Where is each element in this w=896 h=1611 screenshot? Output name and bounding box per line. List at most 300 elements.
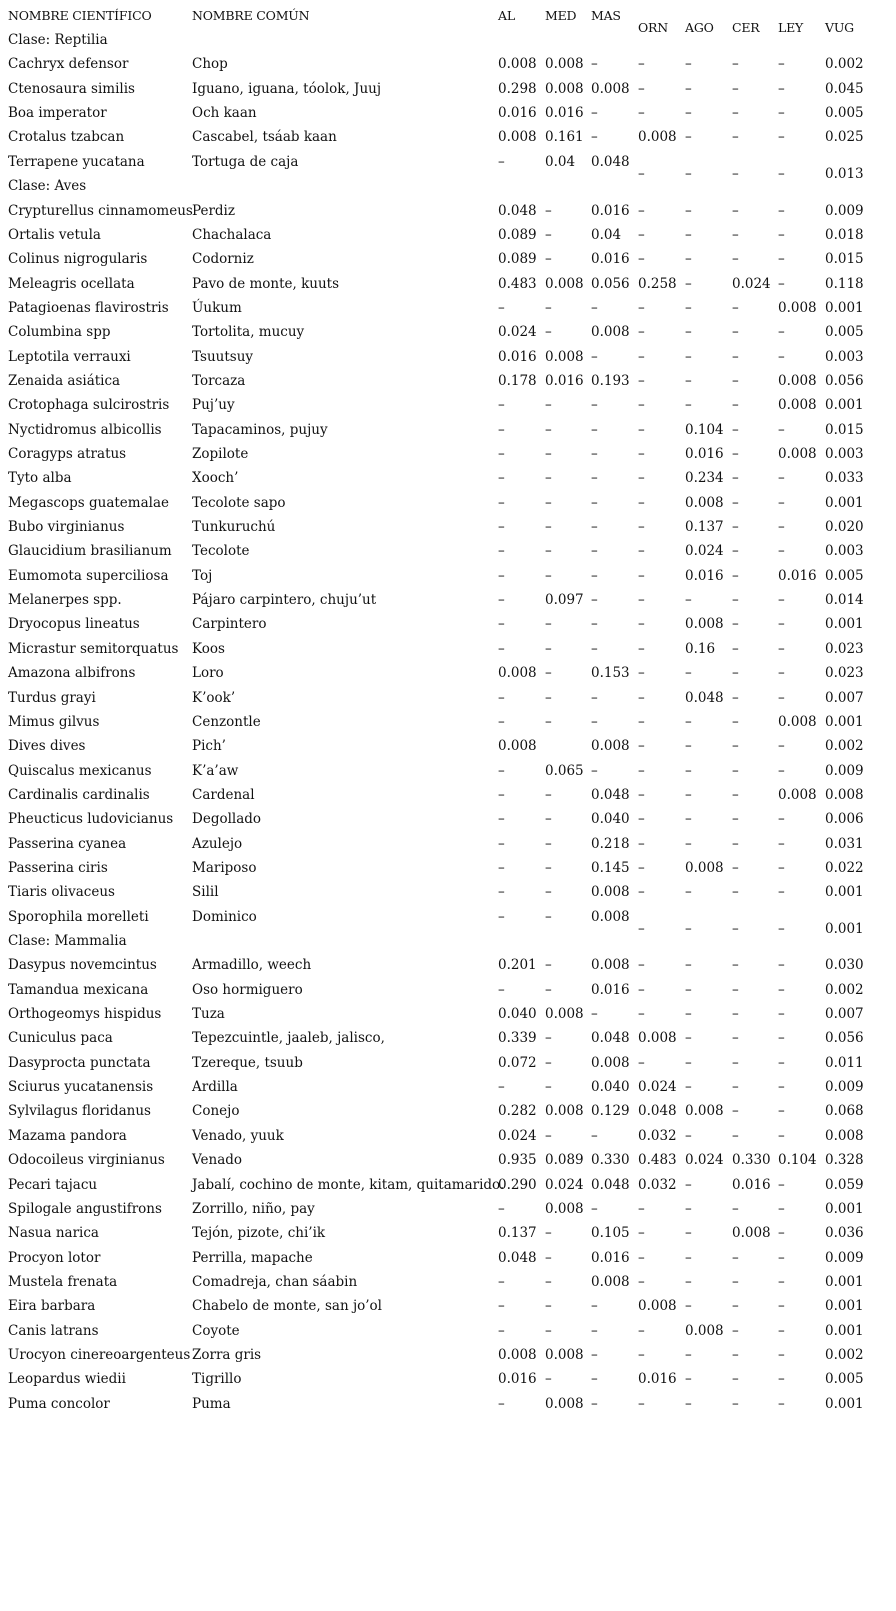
med-value-cell: – [545,567,552,584]
common-name-cell: Silil [192,884,219,901]
orn-value-cell: 0.048 [638,1103,677,1120]
al-value-cell: – [498,640,505,657]
ley-value-cell: – [778,640,785,657]
table-row [0,836,896,860]
common-name-cell: Iguano, iguana, tóolok, Juuj [192,80,382,97]
ago-value-cell: – [685,275,692,292]
scientific-name-cell: Boa imperator [8,105,107,122]
cer-value-cell: – [732,105,739,122]
al-value-cell: – [498,713,505,730]
mas-value-cell: 0.016 [591,981,630,998]
ley-value-cell: – [778,202,785,219]
mas-value-cell: – [591,494,598,511]
med-value-cell: 0.089 [545,1152,584,1169]
orn-value-cell: – [638,446,645,462]
common-name-cell: Pavo de monte, kuuts [192,275,340,292]
ley-value-cell: 0.104 [778,1152,817,1169]
orn-value-cell: – [638,957,645,974]
table-row [0,592,896,616]
scientific-name-cell: Crypturellus cinnamomeus [8,202,193,219]
table-row [0,908,896,937]
ley-value-cell: – [778,1298,785,1315]
mas-value-cell: 0.008 [591,80,630,97]
ley-value-cell: – [778,1273,785,1290]
med-value-cell: – [545,1079,552,1095]
scientific-name-cell: Cuniculus paca [8,1030,113,1047]
vug-value-cell: 0.005 [825,1371,864,1388]
ley-value-cell: – [778,470,785,487]
vug-value-cell: 0.002 [825,981,864,998]
cer-value-cell: – [732,920,739,937]
vug-value-cell: 0.015 [825,251,864,268]
header-ago: AGO [685,20,714,35]
med-value-cell: – [545,1054,552,1071]
med-value-cell: 0.008 [545,1006,584,1022]
ago-value-cell: – [685,226,692,243]
ley-value-cell: – [778,348,785,365]
ley-value-cell: – [778,226,785,243]
scientific-name-cell: Mimus gilvus [8,713,100,730]
al-value-cell: 0.016 [498,1371,537,1388]
mas-value-cell: – [591,616,598,633]
scientific-name-cell: Leptotila verrauxi [8,348,131,365]
mas-value-cell: 0.218 [591,835,630,852]
med-value-cell: – [545,616,552,633]
common-name-cell: Chop [192,56,228,73]
vug-value-cell: 0.001 [825,494,864,511]
mas-value-cell: – [591,1200,598,1217]
al-value-cell: 0.935 [498,1152,537,1169]
common-name-cell: Perrilla, mapache [192,1249,313,1266]
al-value-cell: – [498,908,505,925]
vug-value-cell: 0.003 [825,348,864,365]
orn-value-cell: – [638,56,645,73]
common-name-cell: Tsuutsuy [192,348,254,365]
scientific-name-cell: Terrapene yucatana [8,153,145,170]
cer-value-cell: – [732,519,739,535]
cer-value-cell: – [732,1346,739,1363]
cer-value-cell: – [732,1127,739,1144]
al-value-cell: – [498,1079,505,1095]
orn-value-cell: – [638,859,645,876]
mas-value-cell: – [591,299,598,316]
ago-value-cell: – [685,1200,692,1217]
mas-value-cell: – [591,762,598,779]
table-row [0,1347,896,1371]
scientific-name-cell: Spilogale angustifrons [8,1200,162,1217]
al-value-cell: – [498,689,505,706]
common-name-cell: Coyote [192,1322,240,1339]
al-value-cell: 0.201 [498,957,537,974]
scientific-name-cell: Coragyps atratus [8,446,127,462]
vug-value-cell: 0.014 [825,592,864,609]
med-value-cell: 0.016 [545,105,584,122]
orn-value-cell: – [638,519,645,535]
ley-value-cell: 0.008 [778,713,817,730]
vug-value-cell: 0.001 [825,1298,864,1315]
common-name-cell: Toj [192,567,213,584]
vug-value-cell: 0.007 [825,689,864,706]
cer-value-cell: – [732,1079,739,1095]
mas-value-cell: – [591,446,598,462]
common-name-cell: Tecolote [192,543,250,560]
med-value-cell: – [545,1030,552,1047]
al-value-cell: – [498,1395,505,1412]
table-row [0,1030,896,1054]
cer-value-cell: – [732,762,739,779]
al-value-cell: 0.298 [498,80,537,97]
ago-value-cell: – [685,835,692,852]
scientific-name-cell: Pecari tajacu [8,1176,98,1193]
scientific-name-cell: Columbina spp [8,324,111,341]
ley-value-cell: 0.008 [778,372,817,389]
med-value-cell: – [545,543,552,560]
mas-value-cell: – [591,348,598,365]
scientific-name-cell: Cardinalis cardinalis [8,786,150,803]
scientific-name-cell: Melanerpes spp. [8,592,122,609]
ley-value-cell: – [778,811,785,828]
al-value-cell: – [498,299,505,316]
scientific-name-cell: Dives dives [8,738,86,755]
al-value-cell: 0.089 [498,251,537,268]
ley-value-cell: – [778,1127,785,1144]
med-value-cell: – [545,835,552,852]
ley-value-cell: – [778,129,785,146]
cer-value-cell: – [732,543,739,560]
table-row [0,665,896,689]
ago-value-cell: – [685,957,692,974]
cer-value-cell: – [732,738,739,755]
scientific-name-cell: Dasypus novemcintus [8,957,157,974]
ago-value-cell: 0.016 [685,567,724,584]
scientific-name-cell: Canis latrans [8,1322,99,1339]
med-value-cell: – [545,299,552,316]
table-row [0,543,896,567]
scientific-name-cell: Mustela frenata [8,1273,118,1290]
ago-value-cell: – [685,713,692,730]
cer-value-cell: – [732,592,739,609]
table-row [0,251,896,275]
med-value-cell: 0.008 [545,348,584,365]
al-value-cell: 0.008 [498,665,537,682]
med-value-cell: – [545,470,552,487]
mas-value-cell: 0.330 [591,1152,630,1169]
mas-value-cell: – [591,1346,598,1363]
ago-value-cell: – [685,105,692,122]
cer-value-cell: – [732,421,739,438]
cer-value-cell: – [732,567,739,584]
mas-value-cell: – [591,543,598,560]
cer-value-cell: – [732,1298,739,1315]
ley-value-cell: – [778,592,785,609]
ago-value-cell: – [685,372,692,389]
ago-value-cell: – [685,1079,692,1095]
al-value-cell: – [498,981,505,998]
common-name-cell: Codorniz [192,251,254,268]
table-row [0,641,896,665]
mas-value-cell: 0.016 [591,251,630,268]
med-value-cell: – [545,981,552,998]
ago-value-cell: – [685,981,692,998]
ago-value-cell: – [685,762,692,779]
table-row [0,1128,896,1152]
orn-value-cell: – [638,1322,645,1339]
cer-value-cell: – [732,299,739,316]
ley-value-cell: – [778,165,785,182]
al-value-cell: – [498,543,505,560]
orn-value-cell: – [638,470,645,487]
common-name-cell: Tepezcuintle, jaaleb, jalisco, [192,1030,385,1047]
ley-value-cell: – [778,56,785,73]
cer-value-cell: – [732,1273,739,1290]
vug-value-cell: 0.033 [825,470,864,487]
scientific-name-cell: Ctenosaura similis [8,80,135,97]
cer-value-cell: – [732,616,739,633]
med-value-cell: 0.008 [545,275,584,292]
med-value-cell: – [545,397,552,414]
table-row [0,153,896,182]
vug-value-cell: 0.006 [825,811,864,828]
table-row [0,422,896,446]
table-row [0,616,896,640]
al-value-cell: 0.282 [498,1103,537,1120]
med-value-cell: 0.04 [545,153,576,170]
ago-value-cell: – [685,1127,692,1144]
med-value-cell: – [545,421,552,438]
scientific-name-cell: Dasyprocta punctata [8,1054,151,1071]
vug-value-cell: 0.068 [825,1103,864,1120]
vug-value-cell: 0.008 [825,786,864,803]
mas-value-cell: – [591,567,598,584]
ley-value-cell: 0.008 [778,299,817,316]
table-row [0,1323,896,1347]
mas-value-cell: 0.008 [591,957,630,974]
mas-value-cell: – [591,397,598,414]
vug-value-cell: 0.002 [825,1346,864,1363]
al-value-cell: – [498,567,505,584]
ley-value-cell: – [778,519,785,535]
table-row [0,300,896,324]
orn-value-cell: – [638,884,645,901]
med-value-cell: 0.008 [545,80,584,97]
orn-value-cell: – [638,665,645,682]
mas-value-cell: 0.008 [591,1273,630,1290]
header-med: MED [545,8,577,23]
table-row [0,1079,896,1103]
orn-value-cell: 0.008 [638,1298,677,1315]
common-name-cell: Mariposo [192,859,257,876]
med-value-cell: 0.008 [545,1200,584,1217]
header-vug: VUG [825,20,854,35]
al-value-cell: – [498,1298,505,1315]
orn-value-cell: – [638,1225,645,1242]
cer-value-cell: – [732,689,739,706]
ley-value-cell: – [778,1371,785,1388]
common-name-cell: Conejo [192,1103,240,1120]
ley-value-cell: – [778,1395,785,1412]
ago-value-cell: 0.234 [685,470,724,487]
cer-value-cell: – [732,713,739,730]
orn-value-cell: 0.008 [638,129,677,146]
scientific-name-cell: Colinus nigrogularis [8,251,148,268]
med-value-cell: 0.161 [545,129,584,146]
header-scientific-name: NOMBRE CIENTÍFICO [8,8,152,23]
common-name-cell: Ardilla [192,1079,238,1095]
orn-value-cell: – [638,592,645,609]
header-mas: MAS [591,8,621,23]
al-value-cell: – [498,835,505,852]
class-heading-row [0,933,896,957]
vug-value-cell: 0.001 [825,1200,864,1217]
vug-value-cell: 0.023 [825,665,864,682]
vug-value-cell: 0.328 [825,1152,864,1169]
vug-value-cell: 0.001 [825,884,864,901]
ago-value-cell: 0.024 [685,1152,724,1169]
table-row [0,1298,896,1322]
al-value-cell: 0.048 [498,202,537,219]
med-value-cell: – [545,1249,552,1266]
orn-value-cell: – [638,1395,645,1412]
vug-value-cell: 0.009 [825,1079,864,1095]
common-name-cell: Tunkuruchú [192,519,276,535]
table-row [0,811,896,835]
ley-value-cell: – [778,543,785,560]
ago-value-cell: – [685,738,692,755]
scientific-name-cell: Orthogeomys hispidus [8,1006,162,1022]
vug-value-cell: 0.015 [825,421,864,438]
mas-value-cell: – [591,1127,598,1144]
cer-value-cell: – [732,165,739,182]
cer-value-cell: – [732,56,739,73]
ley-value-cell: – [778,1176,785,1193]
table-row [0,446,896,470]
table-row [0,690,896,714]
ago-value-cell: 0.137 [685,519,724,535]
med-value-cell: – [545,1225,552,1242]
al-value-cell: 0.483 [498,275,537,292]
med-value-cell: – [545,494,552,511]
orn-value-cell: – [638,80,645,97]
cer-value-cell: 0.008 [732,1225,771,1242]
common-name-cell: Tigrillo [192,1371,242,1388]
mas-value-cell: – [591,689,598,706]
table-row [0,1274,896,1298]
mas-value-cell: – [591,519,598,535]
mas-value-cell: 0.048 [591,1030,630,1047]
orn-value-cell: – [638,738,645,755]
table-header [0,8,896,35]
cer-value-cell: – [732,786,739,803]
orn-value-cell: – [638,1006,645,1022]
ley-value-cell: – [778,275,785,292]
orn-value-cell: – [638,1054,645,1071]
al-value-cell: 0.024 [498,324,537,341]
cer-value-cell: – [732,1249,739,1266]
ley-value-cell: – [778,1030,785,1047]
ago-value-cell: 0.048 [685,689,724,706]
orn-value-cell: – [638,202,645,219]
class-heading: Clase: Mammalia [8,933,127,949]
scientific-name-cell: Crotophaga sulcirostris [8,397,170,414]
mas-value-cell: 0.129 [591,1103,630,1120]
orn-value-cell: – [638,811,645,828]
orn-value-cell: 0.258 [638,275,677,292]
med-value-cell: – [545,884,552,901]
mas-value-cell: 0.008 [591,1054,630,1071]
class-heading-row [0,32,896,56]
orn-value-cell: – [638,421,645,438]
med-value-cell: 0.008 [545,56,584,73]
table-row [0,1396,896,1420]
orn-value-cell: – [638,835,645,852]
ley-value-cell: – [778,1103,785,1120]
al-value-cell: – [498,762,505,779]
mas-value-cell: 0.04 [591,226,622,243]
mas-value-cell: 0.008 [591,738,630,755]
cer-value-cell: – [732,835,739,852]
common-name-cell: Venado, yuuk [192,1127,284,1144]
common-name-cell: Úukum [192,299,242,316]
common-name-cell: K’a’aw [192,762,239,779]
ley-value-cell: – [778,884,785,901]
al-value-cell: 0.089 [498,226,537,243]
common-name-cell: Jabalí, cochino de monte, kitam, quitamarido. [192,1176,505,1193]
common-name-cell: Loro [192,665,224,682]
table-row [0,81,896,105]
mas-value-cell: 0.048 [591,153,630,170]
med-value-cell: – [545,640,552,657]
class-heading: Clase: Aves [8,178,87,195]
orn-value-cell: – [638,981,645,998]
med-value-cell: 0.016 [545,372,584,389]
scientific-name-cell: Patagioenas flavirostris [8,299,169,316]
med-value-cell: – [545,226,552,243]
med-value-cell: – [545,1371,552,1388]
header-ley: LEY [778,20,804,35]
ago-value-cell: 0.16 [685,640,716,657]
cer-value-cell: 0.016 [732,1176,771,1193]
ago-value-cell: – [685,786,692,803]
ley-value-cell: – [778,920,785,937]
vug-value-cell: 0.030 [825,957,864,974]
scientific-name-cell: Micrastur semitorquatus [8,640,179,657]
table-row [0,129,896,153]
cer-value-cell: – [732,1006,739,1022]
mas-value-cell: – [591,1371,598,1388]
mas-value-cell: – [591,470,598,487]
ley-value-cell: – [778,421,785,438]
mas-value-cell: 0.056 [591,275,630,292]
med-value-cell: – [545,957,552,974]
al-value-cell: 0.016 [498,348,537,365]
vug-value-cell: 0.036 [825,1225,864,1242]
ago-value-cell: 0.104 [685,421,724,438]
orn-value-cell: 0.016 [638,1371,677,1388]
med-value-cell: – [545,1322,552,1339]
ley-value-cell: 0.008 [778,446,817,462]
orn-value-cell: – [638,786,645,803]
orn-value-cell: – [638,105,645,122]
ago-value-cell: – [685,665,692,682]
orn-value-cell: – [638,567,645,584]
vug-value-cell: 0.005 [825,324,864,341]
cer-value-cell: – [732,1322,739,1339]
ago-value-cell: – [685,80,692,97]
cer-value-cell: – [732,1395,739,1412]
vug-value-cell: 0.023 [825,640,864,657]
ago-value-cell: – [685,920,692,937]
scientific-name-cell: Bubo virginianus [8,519,125,535]
